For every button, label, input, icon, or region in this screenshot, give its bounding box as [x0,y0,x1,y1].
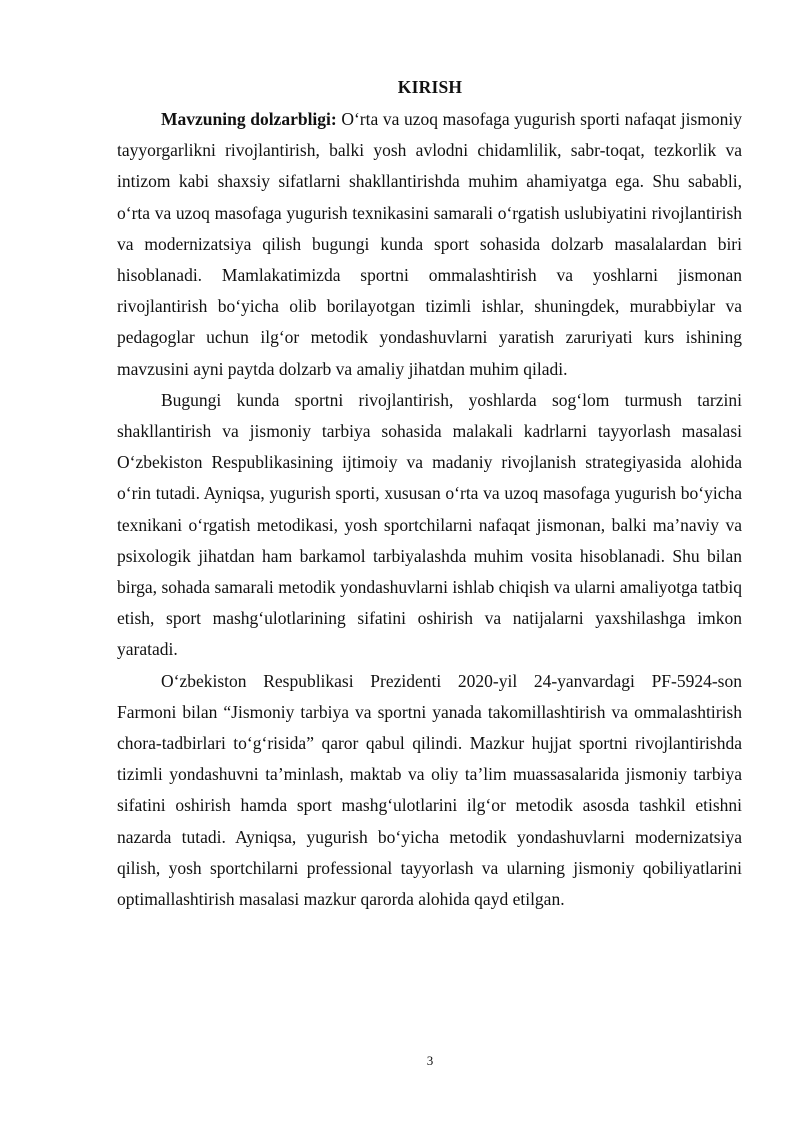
body-text [117,104,742,915]
paragraph-sport-development: Bugungi kunda sportni rivojlantirish, yoshlarda sog‘lom turmush tarzini shakllantirish va jismoniy tarbiya sohasida malakali kadrlarni tayyorlash masalasi O‘zbekiston Respublikasining ijtimoiy va madaniy rivojlanish strategiyasida alohida o‘rin tutadi. Ayniqsa, yugurish sporti, xususan o‘rta va uzoq masofaga yugurish bo‘yicha texnikani o‘rgatish metodikasi, yosh sportchilarni nafaqat jismonan, balki ma’naviy va psixologik jihatdan ham barkamol tarbiyalashda muhim vosita hisoblanadi. Shu bilan birga, sohada samarali metodik yondashuvlarni ishlab chiqish va ularni amaliyotga tatbiq etish, sport mashg‘ulotlarining sifatini oshirish va natijalarni yaxshilashga imkon yaratadi. [117,389,742,660]
page-number: 3 [426,1053,434,1068]
paragraph-lead-heading: Mavzuning dolzarbligi: [161,109,337,129]
paragraph-presidential-decree: O‘zbekiston Respublikasi Prezidenti 2020-yil 24-yanvardagi PF-5924-son Farmoni bilan “Jismoniy tarbiya va sportni yanada takomillashtirish va ommalashtirish chora-tadbirlari to‘g‘risida” qaror qabul qilindi. Mazkur hujjat sportni rivojlantirishda tizimli yondashuvni ta’minlash, maktab va oliy ta’lim muassasalarida jismoniy tarbiya sifatini oshirish hamda sport mashg‘ulotlarini ilg‘or metodik asosda tashkil etishni nazarda tutadi. Ayniqsa, yugurish bo‘yicha metodik yondashuvlarni modernizatsiya qilish, yosh sportchilarni professional tayyorlash va ularning jismoniy qobiliyatlarini optimallashtirish masalasi mazkur qarorda alohida qayd etilgan. [117,670,742,910]
section-title: KIRISH [397,77,463,97]
paragraph-relevance [117,104,742,385]
paragraph-relevance-text: O‘rta va uzoq masofaga yugurish sporti nafaqat jismoniy tayyorgarlikni rivojlantirish, balki yosh avlodni chidamlilik, sabr-toqat, tezkorlik va intizom kabi shaxsiy sifatlarni shakllantirishda muhim ahamiyatga ega. Shu sababli, o‘rta va uzoq masofaga yugurish texnikasini samarali o‘rgatish uslubiyatini rivojlantirish va modernizatsiya qilish bugungi kunda sport sohasida dolzarb masalalardan biri hisoblanadi. Mamlakatimizda sportni ommalashtirish va yoshlarni jismonan rivojlantirish bo‘yicha olib borilayotgan tizimli ishlar, shuningdek, murabbiylar va pedagoglar uchun ilg‘or metodik yondashuvlarni yaratish zaruriyati kurs ishining mavzusini ayni paytda dolzarb va amaliy jihatdan muhim qiladi. [117,109,742,379]
